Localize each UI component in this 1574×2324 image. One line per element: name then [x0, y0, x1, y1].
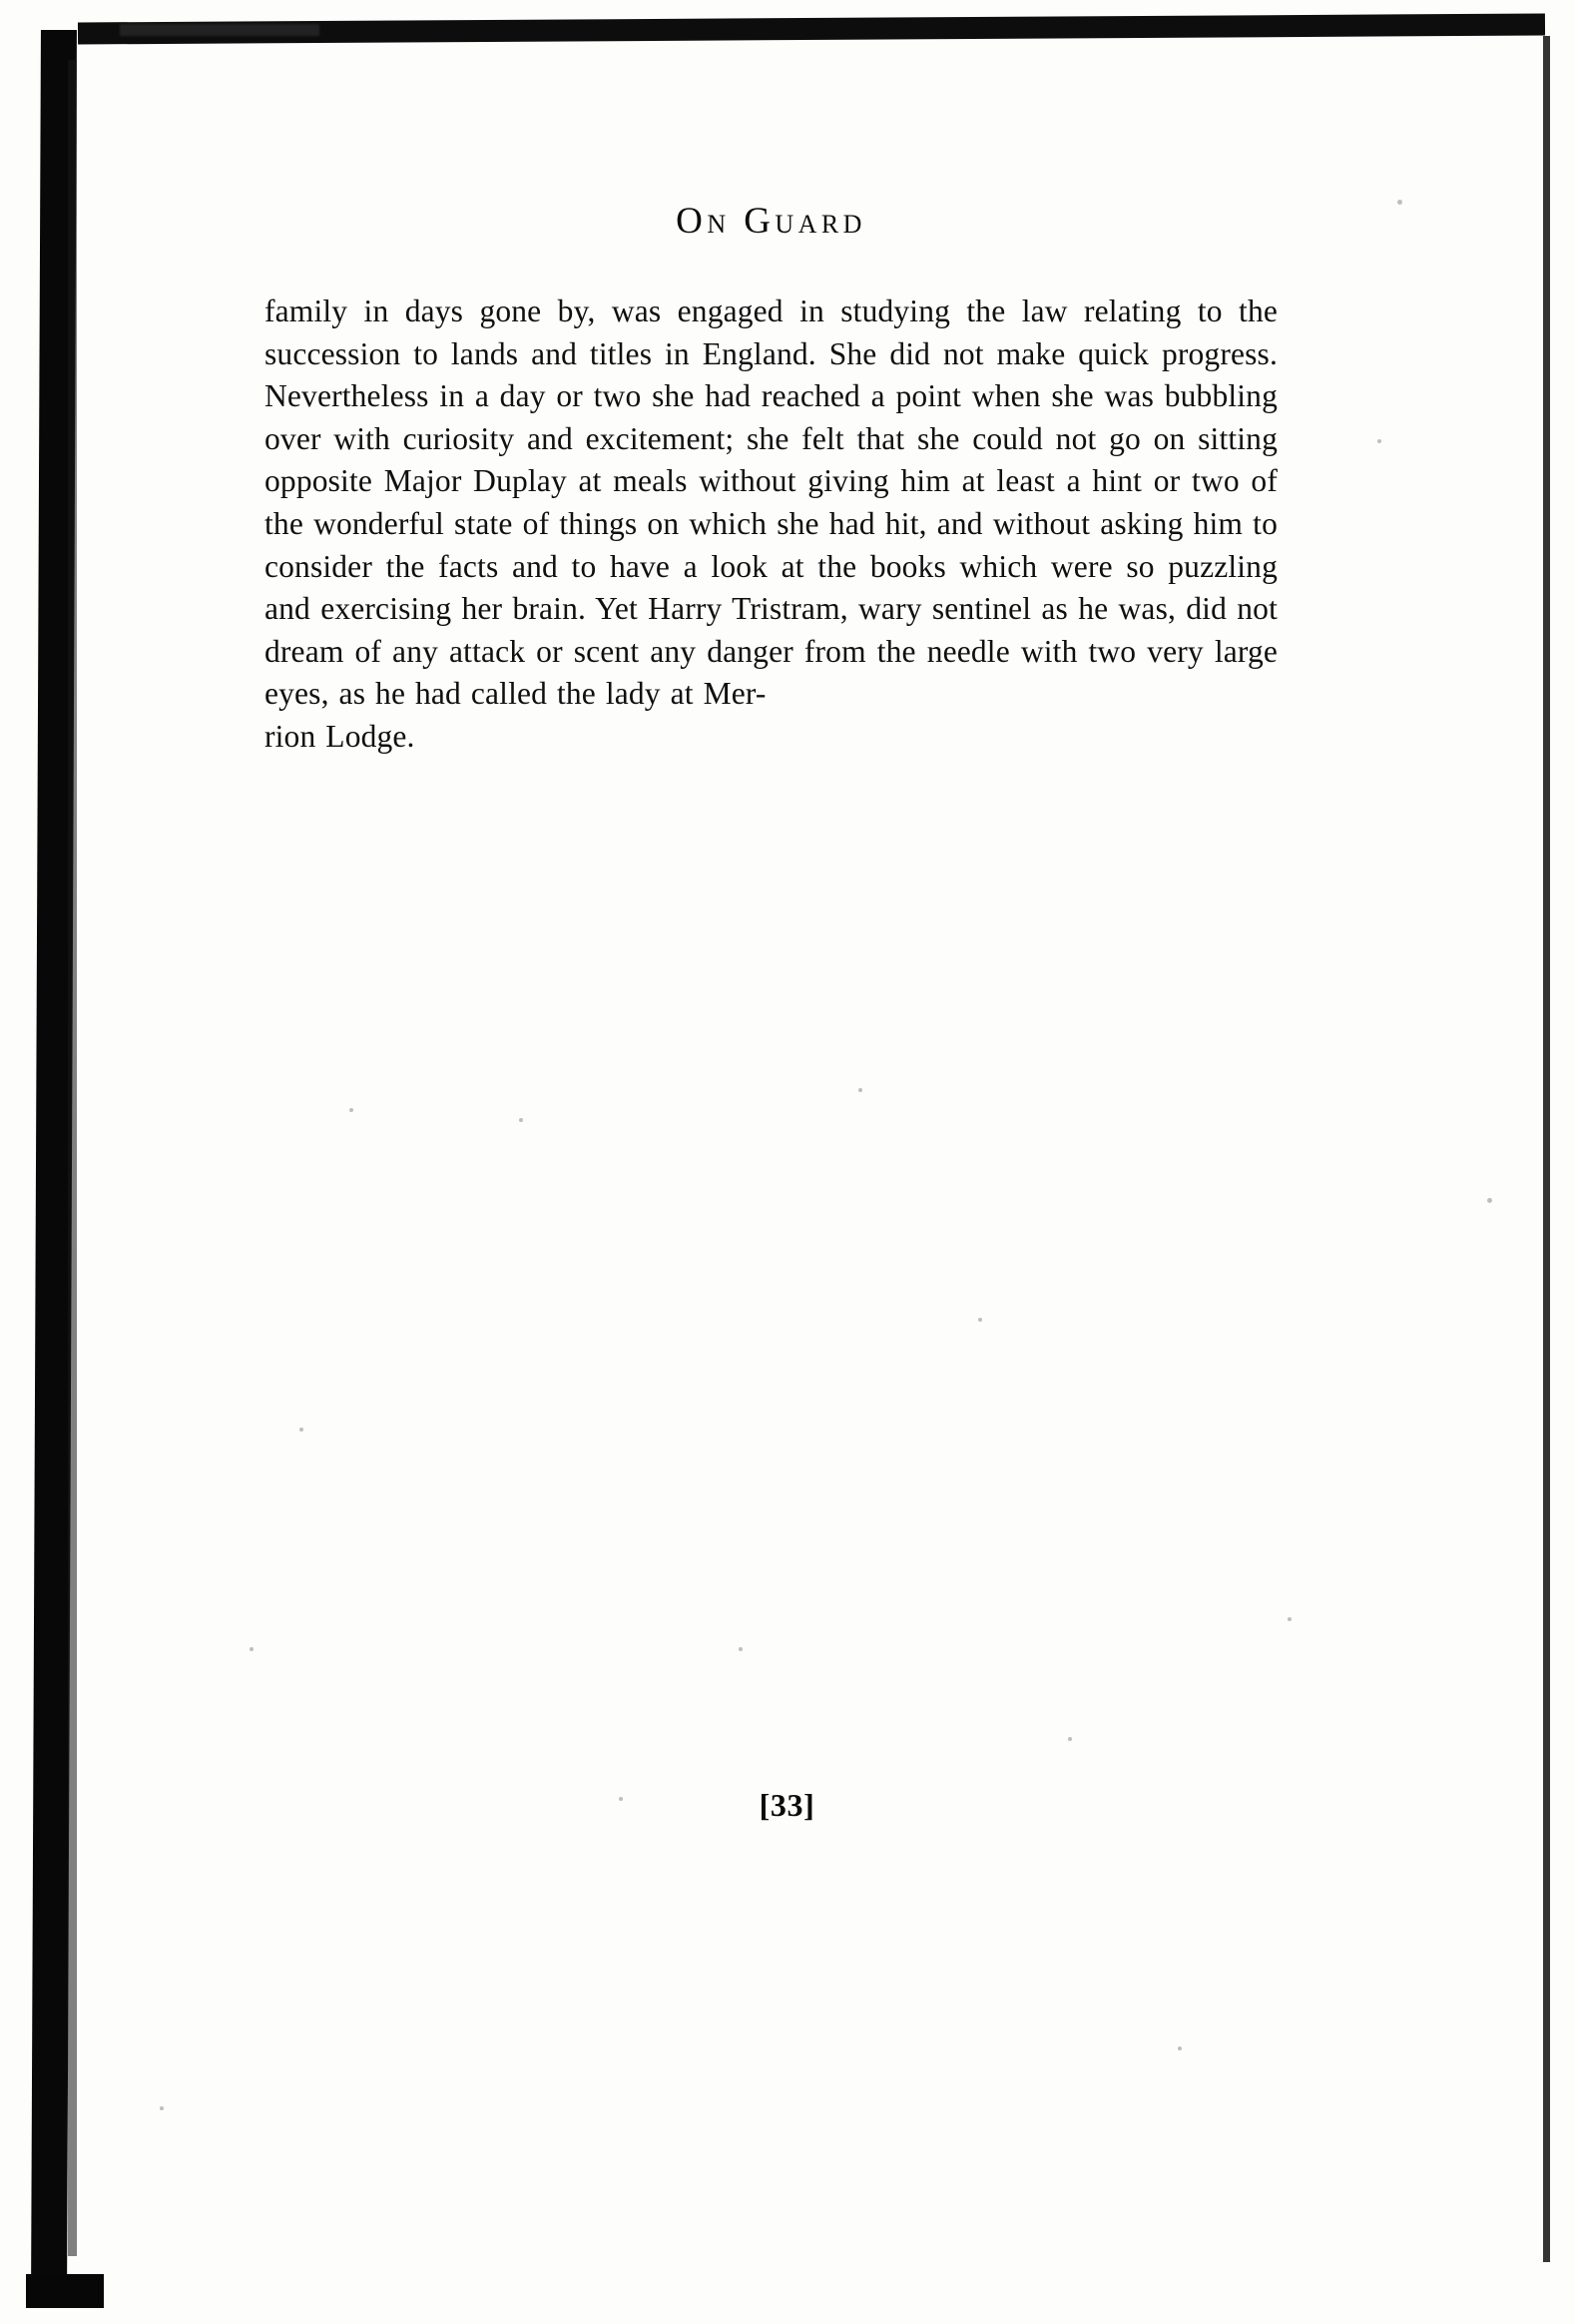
scan-edge-left-foot: [26, 2274, 104, 2308]
body-paragraph: [264, 290, 1278, 759]
scan-speck: [739, 1647, 743, 1651]
scan-speck: [160, 2106, 164, 2110]
scan-edge-left-inner: [68, 60, 77, 2256]
scan-speck: [858, 1088, 862, 1092]
scan-speck: [250, 1647, 254, 1651]
scan-speck: [349, 1108, 353, 1112]
scan-speck: [1397, 200, 1402, 205]
scan-speck: [1487, 1198, 1492, 1203]
page-number: [33]: [759, 1787, 815, 1823]
scan-speck: [1178, 2046, 1182, 2050]
scan-speck: [978, 1318, 982, 1322]
scan-edge-right: [1543, 36, 1550, 2262]
scan-edge-top-speckle: [120, 24, 319, 36]
body-paragraph-last-line: rion Lodge.: [264, 718, 415, 754]
scan-speck: [619, 1797, 623, 1801]
scan-speck: [1288, 1617, 1292, 1621]
body-paragraph-text: family in days gone by, was engaged in studying the law relating to the succession to lands and titles in England. She did not make quick progress. Nevertheless in a day or two she had reached a point when she was bubbling over with curiosity and excitement; she felt that she could not go on sitting opposite Major Duplay at meals without giving him at least a hint or two of the wonderful state of things on which she had hit, and without asking him to consider the facts and to have a look at the books which were so puzzling and exercising her brain. Yet Harry Tristram, wary sentinel as he was, did not dream of any attack or scent any danger from the needle with two very large eyes, as he had called the lady at Mer-: [264, 293, 1278, 712]
running-head: On Guard: [676, 201, 866, 242]
page-text-block: [264, 200, 1278, 759]
scan-speck: [519, 1118, 523, 1122]
scan-speck: [299, 1428, 303, 1432]
scan-speck: [1377, 439, 1381, 443]
scan-speck: [1068, 1737, 1072, 1741]
